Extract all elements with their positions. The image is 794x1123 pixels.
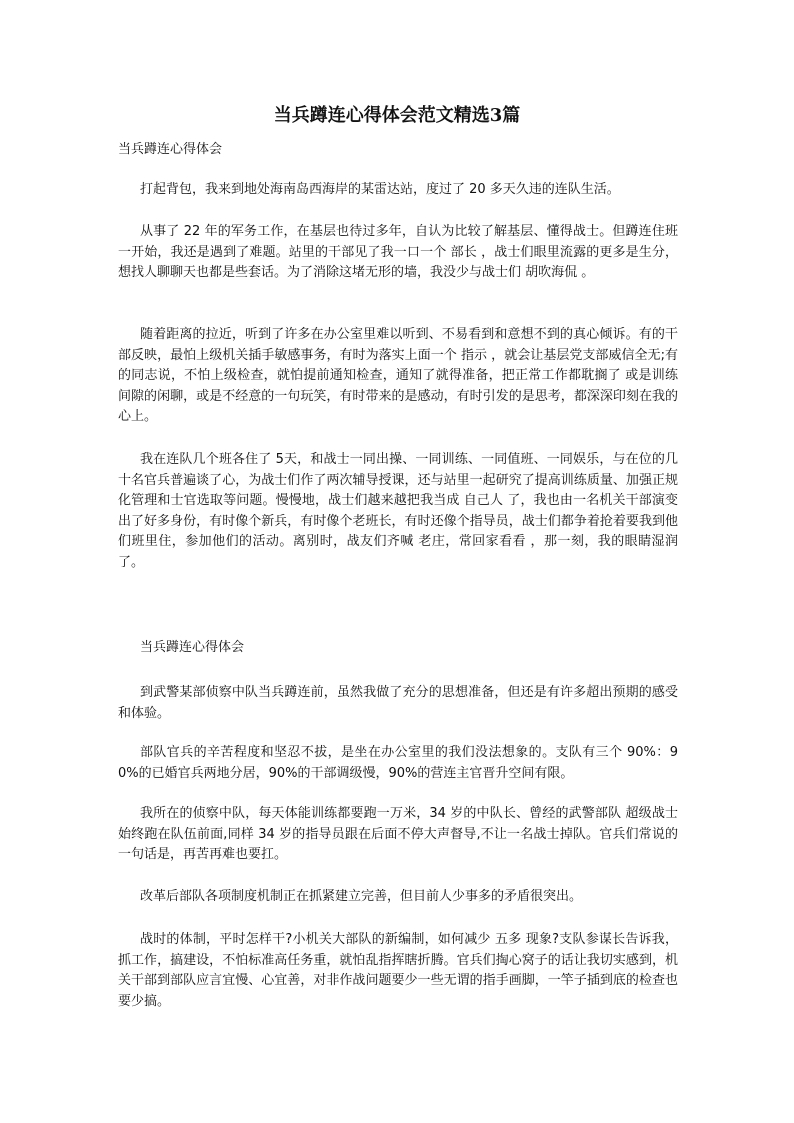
section-2-paragraph: 部队官兵的辛苦程度和坚忍不拔，是坐在办公室里的我们没法想象的。支队有三个 90%：90%的已婚官兵两地分居，90%的干部调级慢，90%的营连主官晋升空间有限。: [118, 745, 678, 781]
section-1-paragraph: 我在连队几个班各住了 5天，和战士一同出操、一同训练、一同值班、一同娱乐，与在位的几十名官兵普遍谈了心，为战士们作了两次辅导授课，还与站里一起研究了提高训练质量、加强正规化管理和士官选取等问题。慢慢地，战士们越来越把我当成 自己人 了，我也由一名机关干部演变出了好多身份，有时像个新兵，有时像个老班长，有时还像个指导员，战士们都争着抢着要我到他们班里住，参加他们的活动。离别时，战友们齐喊 老庄，常回家看看 ，那一刻，我的眼睛湿润了。: [118, 452, 678, 570]
section-1-paragraph: 从事了 22 年的军务工作，在基层也待过多年，自认为比较了解基层、懂得战士。但蹲连住班一开始，我还是遇到了难题。站里的干部见了我一口一个 部长 ，战士们眼里流露的更多是生分，想找人聊聊天也都是些套话。为了消除这堵无形的墙，我没少与战士们 胡吹海侃 。: [118, 224, 678, 280]
section-2-paragraph: 我所在的侦察中队，每天体能训练都要跑一万米，34 岁的中队长、曾经的武警部队 超级战士 始终跑在队伍前面,同样 34 岁的指导员跟在后面不停大声督导,不让一名战士掉队。官兵们常说的一句话是，再苦再难也要扛。: [118, 806, 678, 862]
document-title: 当兵蹲连心得体会范文精选3篇: [273, 105, 521, 126]
section-2-paragraph: 改革后部队各项制度机制正在抓紧建立完善，但目前人少事多的矛盾很突出。: [140, 889, 583, 904]
section-1-heading: 当兵蹲连心得体会: [118, 142, 223, 157]
section-2-paragraph: 到武警某部侦察中队当兵蹲连前，虽然我做了充分的思想准备，但还是有许多超出预期的感受和体验。: [118, 685, 678, 721]
section-1-paragraph: 打起背包，我来到地处海南岛西海岸的某雷达站，度过了 20 多天久违的连队生活。: [140, 182, 620, 197]
section-1-paragraph: 随着距离的拉近，听到了许多在办公室里难以听到、不易看到和意想不到的真心倾诉。有的干部反映，最怕上级机关插手敏感事务，有时为落实上面一个 指示 ，就会让基层党支部威信全无;有的同志说，不怕上级检查，就怕提前通知检查，通知了就得准备，把正常工作都耽搁了 或是训练间隙的闲聊，或是不经意的一句玩笑，有时带来的是感动，有时引发的是思考，都深深印刻在我的心上。: [118, 327, 678, 424]
section-2-paragraph: 战时的体制，平时怎样干?小机关大部队的新编制，如何减少 五多 现象?支队参谋长告诉我，抓工作，搞建设，不怕标准高任务重，就怕乱指挥瞎折腾。官兵们掏心窝子的话让我切实感到，机关干部到部队应言宜慢、心宜善，对非作战问题要少一些无谓的指手画脚，一竿子插到底的检查也要少搞。: [118, 932, 678, 1009]
section-2-heading: 当兵蹲连心得体会: [140, 640, 245, 655]
